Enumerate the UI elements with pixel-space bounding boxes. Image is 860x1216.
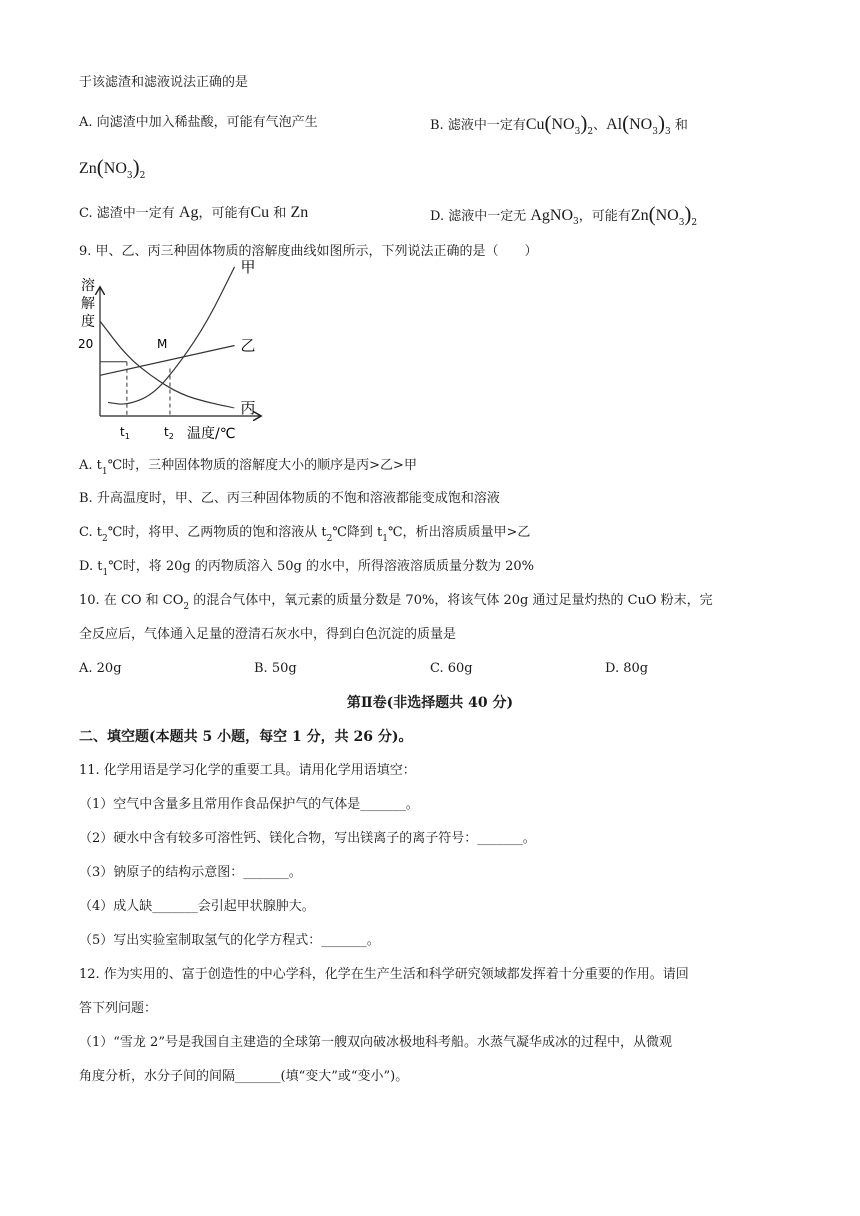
q10-option-c: C. 60g	[430, 661, 473, 676]
q12-stem-line1: 12. 作为实用的、富于创造性的中心学科，化学在生产生活和科学研究领域都发挥着十分重要的作用。请回	[79, 967, 689, 982]
q10-option-a: A. 20g	[79, 661, 122, 676]
q12-item-1-line2: 角度分析，水分子间的间隔_______(填“变大”或“变小”)。	[79, 1069, 409, 1084]
x-tick-label: $t_2$	[164, 425, 174, 441]
q10-option-d: D. 80g	[605, 661, 649, 676]
point-label: M	[157, 337, 168, 351]
series-line-3	[100, 321, 235, 408]
section2-title: 二、填空题(本题共 5 小题，每空 1 分，共 26 分)。	[79, 729, 413, 745]
solubility-chart	[76, 257, 276, 448]
q11-item-3: （3）钠原子的结构示意图：_______。	[79, 865, 302, 880]
series-label: 丙	[240, 398, 256, 417]
q9-stem: 9. 甲、乙、丙三种固体物质的溶解度曲线如图所示，下列说法正确的是（ ）	[79, 244, 538, 259]
x-tick-label: $t_1$	[120, 425, 130, 441]
q8-option-b-cont: $Zn(NO_3)_2$	[79, 155, 146, 181]
q11-stem: 11. 化学用语是学习化学的重要工具。请用化学用语填空：	[79, 763, 416, 778]
q8-option-c: C. 滤渣中一定有 Ag，可能有Cu 和 Zn	[79, 204, 309, 221]
q10-stem-line2: 全反应后，气体通入足量的澄清石灰水中，得到白色沉淀的质量是	[79, 627, 457, 642]
series-label: 甲	[240, 257, 256, 276]
q12-item-1-line1: （1）“雪龙 2”号是我国自主建造的全球第一艘双向破冰极地科考船。水蒸气凝华成冰的过程中，从微观	[79, 1035, 672, 1050]
q11-item-4: （4）成人缺_______会引起甲状腺肿大。	[79, 899, 315, 914]
q12-stem-line2: 答下列问题：	[79, 1001, 158, 1016]
q11-item-2: （2）硬水中含有较多可溶性钙、镁化合物，写出镁离子的离子符号：_______。	[79, 831, 536, 846]
q8-option-d: D. 滤液中一定无 AgNO$_3$，可能有$Zn(NO_3)_2$	[430, 202, 698, 228]
q8-option-b: B. 滤液中一定有$Cu(NO_3)_2$、$Al(NO_3)_3$ 和	[430, 111, 688, 137]
q9-option-d: D. $t_1℃$时，将 20g 的丙物质溶入 50g 的水中，所得溶液溶质质量分数为 20%	[79, 559, 535, 578]
q9-option-a: A. $t_1℃$时，三种固体物质的溶解度大小的顺序是丙>乙>甲	[79, 458, 417, 477]
y-tick-label: 20	[78, 337, 94, 351]
q10-stem-line1: 10. 在 CO 和 $CO_2$ 的混合气体中，氧元素的质量分数是 70%，将该气体 20g 通过足量灼热的 CuO 粉末，完	[79, 593, 713, 612]
q9-option-c: C. $t_2℃$时，将甲、乙两物质的饱和溶液从 $t_2℃$降到 $t_1℃$，析出溶质质量甲>乙	[79, 525, 531, 544]
y-axis-label-char: 解	[81, 296, 95, 312]
y-axis-label-char: 度	[81, 314, 95, 330]
q11-item-5: （5）写出实验室制取氢气的化学方程式：_______。	[79, 933, 380, 948]
y-axis-label-char: 溶	[81, 278, 95, 294]
part2-title: 第Ⅱ卷(非选择题共 40 分)	[346, 695, 514, 711]
q8-option-a: A. 向滤渣中加入稀盐酸，可能有气泡产生	[79, 115, 318, 130]
series-label: 乙	[240, 336, 256, 355]
x-axis-label: 温度/℃	[187, 426, 236, 442]
q11-item-1: （1）空气中含量多且常用作食品保护气的气体是_______。	[79, 797, 419, 812]
q8-stem-tail: 于该滤渣和滤液说法正确的是	[79, 75, 249, 90]
q9-option-b: B. 升高温度时，甲、乙、丙三种固体物质的不饱和溶液都能变成饱和溶液	[79, 491, 500, 506]
q10-option-b: B. 50g	[254, 661, 297, 676]
